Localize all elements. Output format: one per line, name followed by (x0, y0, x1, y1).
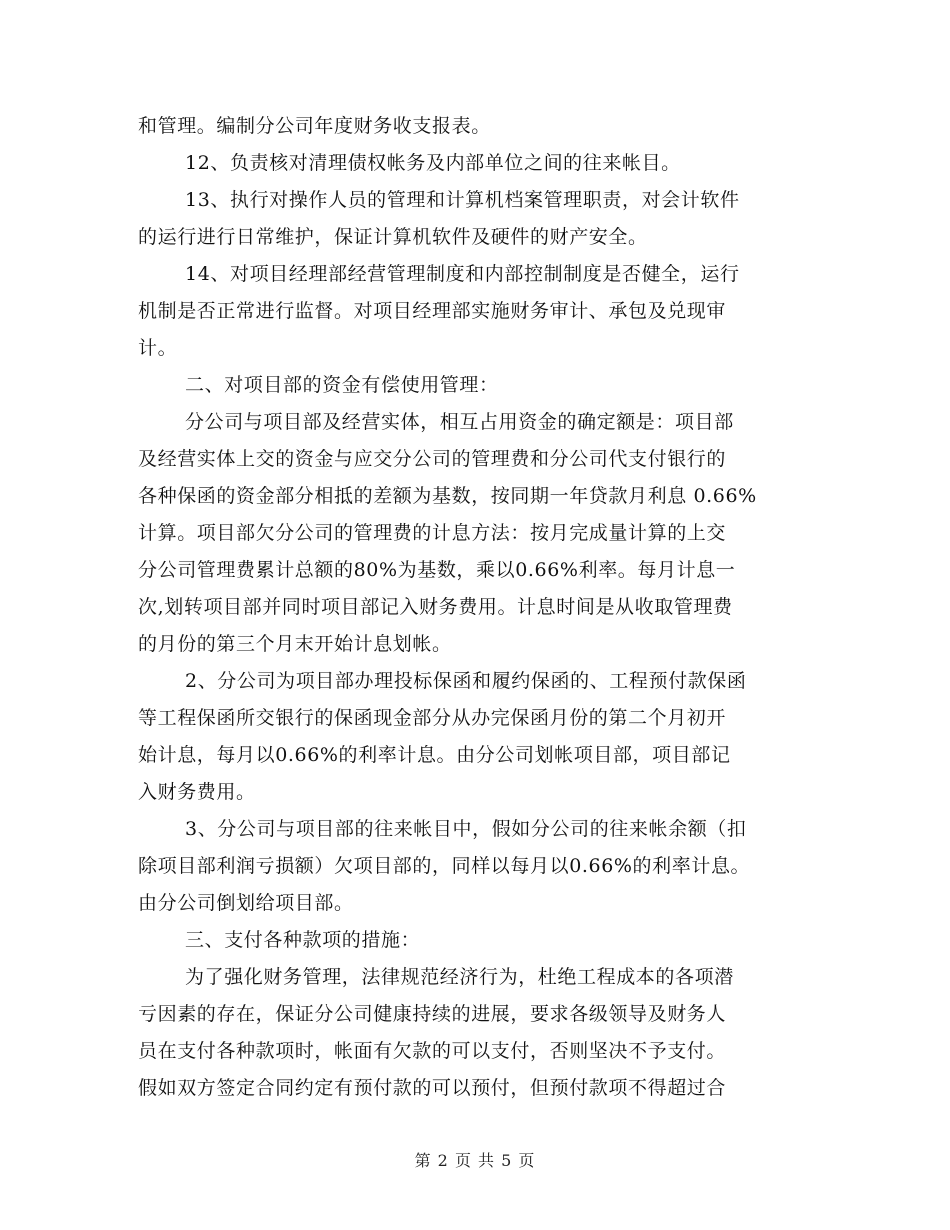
page-number-footer: 第 2 页 共 5 页 (414, 1151, 536, 1170)
paragraph-line: 的月份的第三个月末开始计息划帐。 (138, 633, 452, 655)
section-heading: 二、对项目部的资金有偿使用管理： (185, 374, 499, 396)
paragraph-line: 由分公司倒划给项目部。 (138, 892, 354, 914)
document-body (138, 108, 818, 1107)
paragraph-line: 为了强化财务管理，法律规范经济行为，杜绝工程成本的各项潜 (185, 966, 734, 988)
paragraph-line: 次,划转项目部并同时项目部记入财务费用。计息时间是从收取管理费 (138, 596, 733, 618)
paragraph-line: 员在支付各种款项时，帐面有欠款的可以支付，否则坚决不予支付。 (138, 1040, 727, 1062)
paragraph-line: 13、执行对操作人员的管理和计算机档案管理职责，对会计软件 (185, 189, 740, 211)
paragraph-line: 入财务费用。 (138, 781, 256, 803)
paragraph-line: 分公司管理费累计总额的80%为基数，乘以0.66%利率。每月计息一 (138, 559, 736, 581)
paragraph-line: 计算。项目部欠分公司的管理费的计息方法：按月完成量计算的上交 (138, 522, 727, 544)
paragraph-line: 的运行进行日常维护，保证计算机软件及硬件的财产安全。 (138, 226, 648, 248)
paragraph-line: 各种保函的资金部分相抵的差额为基数，按同期一年贷款月利息 0.66% (138, 485, 757, 507)
paragraph-line: 计。 (138, 337, 178, 359)
paragraph-line: 14、对项目经理部经营管理制度和内部控制制度是否健全，运行 (185, 263, 740, 285)
paragraph-line: 2、分公司为项目部办理投标保函和履约保函的、工程预付款保函 (185, 670, 747, 692)
paragraph-line: 分公司与项目部及经营实体，相互占用资金的确定额是：项目部 (185, 411, 734, 433)
paragraph-line: 3、分公司与项目部的往来帐目中，假如分公司的往来帐余额（扣 (185, 818, 747, 840)
paragraph-line: 12、负责核对清理债权帐务及内部单位之间的往来帐目。 (185, 152, 681, 174)
paragraph-line: 始计息，每月以0.66%的利率计息。由分公司划帐项目部，项目部记 (138, 744, 731, 766)
section-heading: 三、支付各种款项的措施： (185, 929, 421, 951)
paragraph-line: 等工程保函所交银行的保函现金部分从办完保函月份的第二个月初开 (138, 707, 727, 729)
paragraph-line: 亏因素的存在，保证分公司健康持续的进展，要求各级领导及财务人 (138, 1003, 727, 1025)
paragraph-line: 除项目部利润亏损额）欠项目部的，同样以每月以0.66%的利率计息。 (138, 855, 751, 877)
paragraph-line: 机制是否正常进行监督。对项目经理部实施财务审计、承包及兑现审 (138, 300, 727, 322)
paragraph-line: 和管理。编制分公司年度财务收支报表。 (138, 115, 491, 137)
paragraph-line: 及经营实体上交的资金与应交分公司的管理费和分公司代支付银行的 (138, 448, 727, 470)
paragraph-line: 假如双方签定合同约定有预付款的可以预付，但预付款项不得超过合 (138, 1077, 727, 1099)
